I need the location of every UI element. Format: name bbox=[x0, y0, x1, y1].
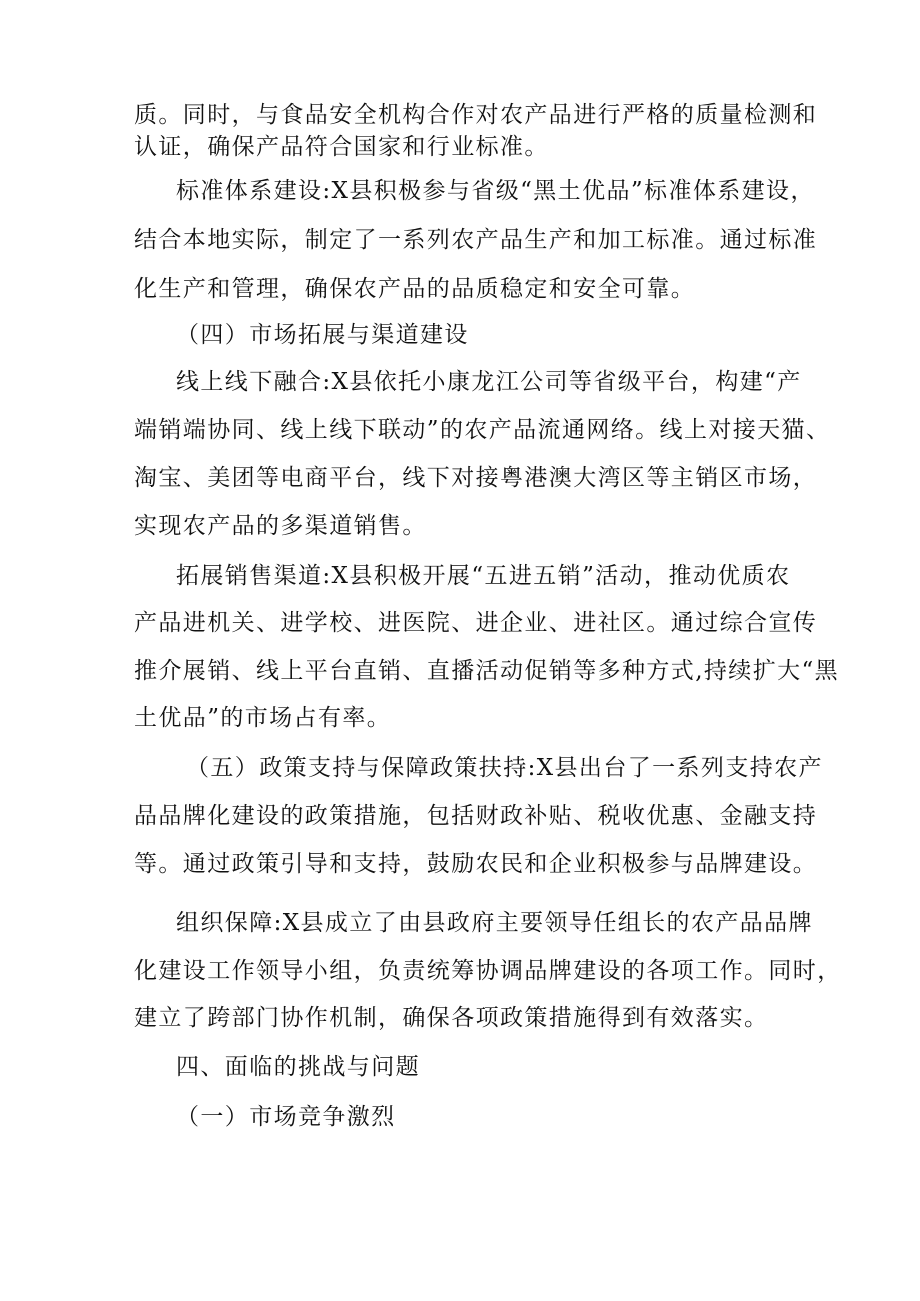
section-heading: 四、面临的挑战与问题 bbox=[176, 1054, 420, 1080]
text-line: 品品牌化建设的政策措施，包括财政补贴、税收优惠、金融支持 bbox=[134, 803, 818, 829]
section-heading: （四）市场拓展与渠道建设 bbox=[176, 322, 469, 348]
text-line: 土优品”的市场占有率。 bbox=[134, 705, 392, 731]
text-line: 推介展销、线上平台直销、直播活动促销等多种方式,持续扩大“黑 bbox=[134, 658, 840, 684]
subsection-heading: （一）市场竞争激烈 bbox=[176, 1104, 396, 1130]
text-line: 产品进机关、进学校、进医院、进企业、进社区。通过综合宣传 bbox=[134, 610, 818, 636]
text-line: 建立了跨部门协作机制，确保各项政策措施得到有效落实。 bbox=[134, 1005, 769, 1031]
text-line: 化建设工作领导小组，负责统筹协调品牌建设的各项工作。同时， bbox=[134, 958, 842, 984]
text-line: 拓展销售渠道:X县积极开展“五进五销”活动，推动优质农 bbox=[176, 563, 791, 589]
text-line: 组织保障:X县成立了由县政府主要领导任组长的农产品品牌 bbox=[176, 910, 813, 936]
text-line: 端销端协同、线上线下联动”的农产品流通网络。线上对接天猫、 bbox=[134, 417, 831, 443]
text-line: 等。通过政策引导和支持，鼓励农民和企业积极参与品牌建设。 bbox=[134, 851, 818, 877]
text-line: 淘宝、美团等电商平台，线下对接粤港澳大湾区等主销区市场， bbox=[134, 465, 818, 491]
text-line: 标准体系建设:X县积极参与省级“黑土优品”标准体系建设， bbox=[176, 178, 815, 204]
text-line: 实现农产品的多渠道销售。 bbox=[134, 513, 427, 539]
text-line: 认证，确保产品符合国家和行业标准。 bbox=[134, 134, 549, 160]
text-line: 线上线下融合:X县依托小康龙江公司等省级平台，构建“产 bbox=[176, 369, 802, 395]
text-line: 质。同时，与食品安全机构合作对农产品进行严格的质量检测和 bbox=[134, 102, 818, 128]
text-line: （五）政策支持与保障政策扶持:X县出台了一系列支持农产 bbox=[186, 755, 823, 781]
text-line: 化生产和管理，确保农产品的品质稳定和安全可靠。 bbox=[134, 276, 696, 302]
text-line: 结合本地实际，制定了一系列农产品生产和加工标准。通过标准 bbox=[134, 227, 818, 253]
